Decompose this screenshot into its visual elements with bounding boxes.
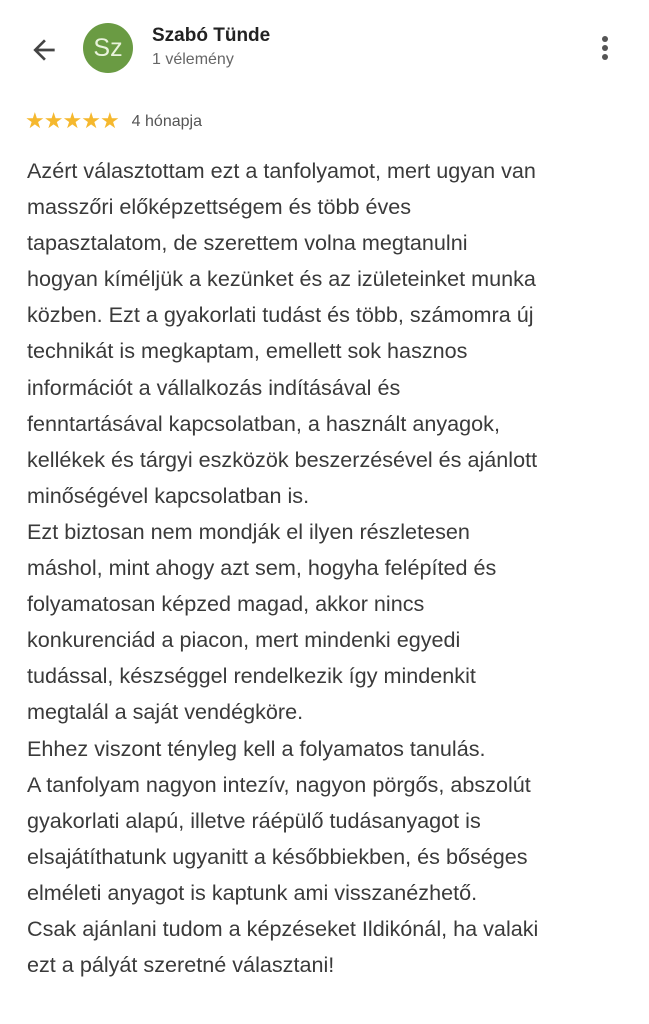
review-text-line: tapasztalatom, de szerettem volna megtanulni (27, 230, 468, 256)
avatar[interactable]: Sz (83, 23, 133, 73)
review-text-line: hogyan kíméljük a kezünket és az izületeinket munka (27, 266, 536, 292)
review-text-line: A tanfolyam nagyon intezív, nagyon pörgős, abszolút (27, 771, 531, 797)
review-text-line: tudással, készséggel rendelkezik így mindenkit (27, 663, 476, 689)
review-text-line: Ezt biztosan nem mondják el ilyen részletesen (27, 518, 470, 544)
review-count: 1 vélemény (152, 51, 234, 68)
review-text-line: ezt a pályát szeretné választani! (27, 952, 335, 978)
review-text-line: konkurenciád a piacon, mert mindenki egyedi (27, 627, 461, 653)
star-icon: ★ (43, 108, 63, 133)
review-text (27, 153, 538, 983)
star-rating (25, 110, 119, 133)
review-date: 4 hónapja (131, 112, 202, 130)
review-text-line: megtalál a saját vendégköre. (27, 699, 304, 725)
review-text-line: elsajátíthatunk ugyanitt a későbbiekben, és bőséges (27, 843, 528, 869)
review-text-line: közben. Ezt a gyakorlati tudást és több, számomra új (27, 302, 534, 328)
review-text-line: kellékek és tárgyi eszközök beszerzésével és ajánlott (27, 446, 538, 472)
review-text-line: Csak ajánlani tudom a képzéseket Ildikónál, ha valaki (27, 915, 539, 941)
review-text-line: Azért választottam ezt a tanfolyamot, mert ugyan van (27, 158, 536, 183)
dot-icon (602, 36, 608, 42)
review-text-line: technikát is megkaptam, emellett sok hasznos (27, 338, 468, 364)
dot-icon (602, 54, 608, 60)
back-button[interactable] (28, 34, 60, 66)
review-text-line: máshol, mint ahogy azt sem, hogyha felépíted és (27, 555, 497, 581)
review-text-line: Ehhez viszont tényleg kell a folyamatos tanulás. (27, 735, 486, 761)
dot-icon (602, 45, 608, 51)
review-text-line: elméleti anyagot is kaptunk ami visszanézhető. (27, 879, 478, 905)
review-text-line: folyamatosan képzed magad, akkor nincs (27, 591, 425, 617)
star-icon: ★ (81, 108, 100, 133)
more-options-button[interactable] (598, 36, 612, 66)
arrow-left-icon (28, 34, 60, 66)
review-text-line: masszőri előképzettségem és több éves (27, 194, 412, 220)
review-text-line: gyakorlati alapú, illetve ráépülő tudásanyagot is (27, 807, 481, 833)
review-text-line: fenntartásával kapcsolatban, a használt anyagok, (27, 410, 500, 436)
review-text-line: minőségével kapcsolatban is. (27, 482, 310, 508)
star-icon: ★ (62, 108, 82, 133)
review-text-line: információt a vállalkozás indításával és (27, 374, 401, 400)
reviewer-name[interactable]: Szabó Tünde (152, 25, 271, 46)
rating-row (25, 110, 202, 133)
star-icon: ★ (25, 108, 44, 133)
star-icon: ★ (99, 108, 119, 133)
